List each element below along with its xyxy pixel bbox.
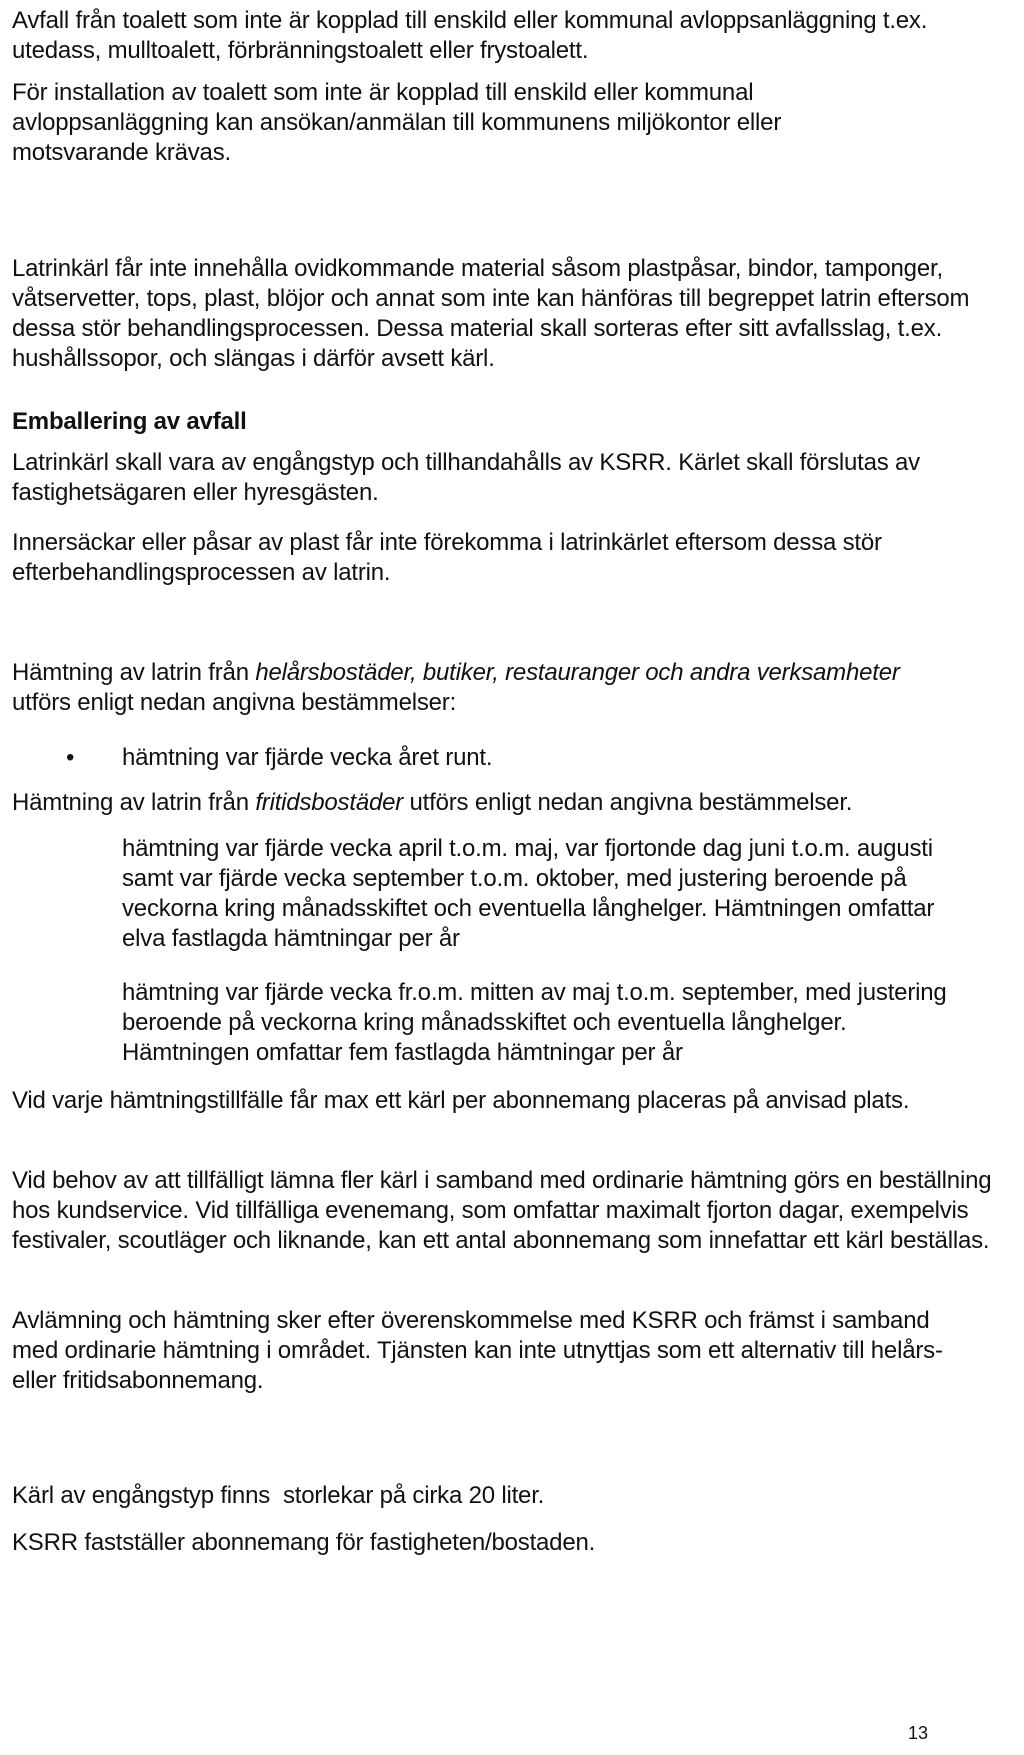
hamtning-fritid-item-2: hämtning var fjärde vecka fr.o.m. mitten av maj t.o.m. september, med justering beroende på veckorna kring månadsskiftet och eventuella långhelger. Hämtningen omfattar fem fastlagda hämtningar per år (122, 979, 947, 1066)
hamtning-helars-prefix: Hämtning av latrin från (12, 659, 256, 686)
hamtning-fritid-italic: fritidsbostäder (255, 789, 404, 816)
page-number: 13 (908, 1723, 929, 1743)
villkor-paragraph-2: Vid behov av att tillfälligt lämna fler kärl i samband med ordinarie hämtning görs en beställning hos kundservice. Vid tillfälliga evenemang, som omfattar maximalt fjorton dagar, exempelvis festivaler, scoutläger och liknande, kan ett antal abonnemang som innefattar ett kärl beställas. (12, 1167, 992, 1254)
villkor-paragraph-3: Avlämning och hämtning sker efter överenskommelse med KSRR och främst i samband med ordinarie hämtning i området. Tjänsten kan inte utnyttjas som ett alternativ till helårs- eller fritidsabonnemang. (12, 1307, 943, 1394)
bullet-icon: • (66, 744, 75, 771)
hamtning-helars-italic: helårsbostäder, butiker, restauranger och andra verksamheter (255, 659, 900, 686)
hamtning-helars-suffix: utförs enligt nedan angivna bestämmelser: (12, 689, 457, 716)
hamtning-fritid-paragraph (12, 788, 1016, 818)
hamtning-fritid-suffix: utförs enligt nedan angivna bestämmelser. (403, 789, 853, 816)
emballering-heading: Emballering av avfall (12, 408, 247, 435)
emballering-paragraph-1: Latrinkärl skall vara av engångstyp och tillhandahålls av KSRR. Kärlet skall förslutas av fastighetsägaren eller hyresgästen. (12, 449, 920, 506)
villkor-paragraph-1: Vid varje hämtningstillfälle får max ett kärl per abonnemang placeras på anvisad plats. (12, 1087, 910, 1114)
hamtning-fritid-prefix: Hämtning av latrin från (12, 789, 256, 816)
intro-paragraph-2: För installation av toalett som inte är kopplad till enskild eller kommunal avloppsanläggning kan ansökan/anmälan till kommunens miljökontor eller motsvarande krävas. (12, 79, 782, 166)
hamtning-helars-paragraph (12, 658, 952, 718)
intro-paragraph-1: Avfall från toalett som inte är kopplad till enskild eller kommunal avloppsanläggning t.ex. utedass, mulltoalett, förbränningstoalett eller frystoalett. (12, 7, 928, 64)
storlek-paragraph-1: Kärl av engångstyp finns storlekar på cirka 20 liter. (12, 1482, 545, 1509)
storlek-paragraph-2: KSRR fastställer abonnemang för fastigheten/bostaden. (12, 1529, 596, 1556)
hamtning-bullet-1: hämtning var fjärde vecka året runt. (122, 744, 493, 771)
emballering-paragraph-2: Innersäckar eller påsar av plast får inte förekomma i latrinkärlet eftersom dessa stör efterbehandlingsprocessen av latrin. (12, 529, 882, 586)
hamtning-fritid-item-1: hämtning var fjärde vecka april t.o.m. maj, var fjortonde dag juni t.o.m. augusti samt var fjärde vecka september t.o.m. oktober, med justering beroende på veckorna kring månadsskiftet och eventuella långhelger. Hämtningen omfattar elva fastlagda hämtningar per år (122, 835, 935, 952)
latrin-paragraph: Latrinkärl får inte innehålla ovidkommande material såsom plastpåsar, bindor, tamponger, våtservetter, tops, plast, blöjor och annat som inte kan hänföras till begreppet latrin eftersom dessa stör behandlingsprocessen. Dessa material skall sorteras efter sitt avfallsslag, t.ex. hushållssopor, och slängas i därför avsett kärl. (12, 255, 970, 372)
